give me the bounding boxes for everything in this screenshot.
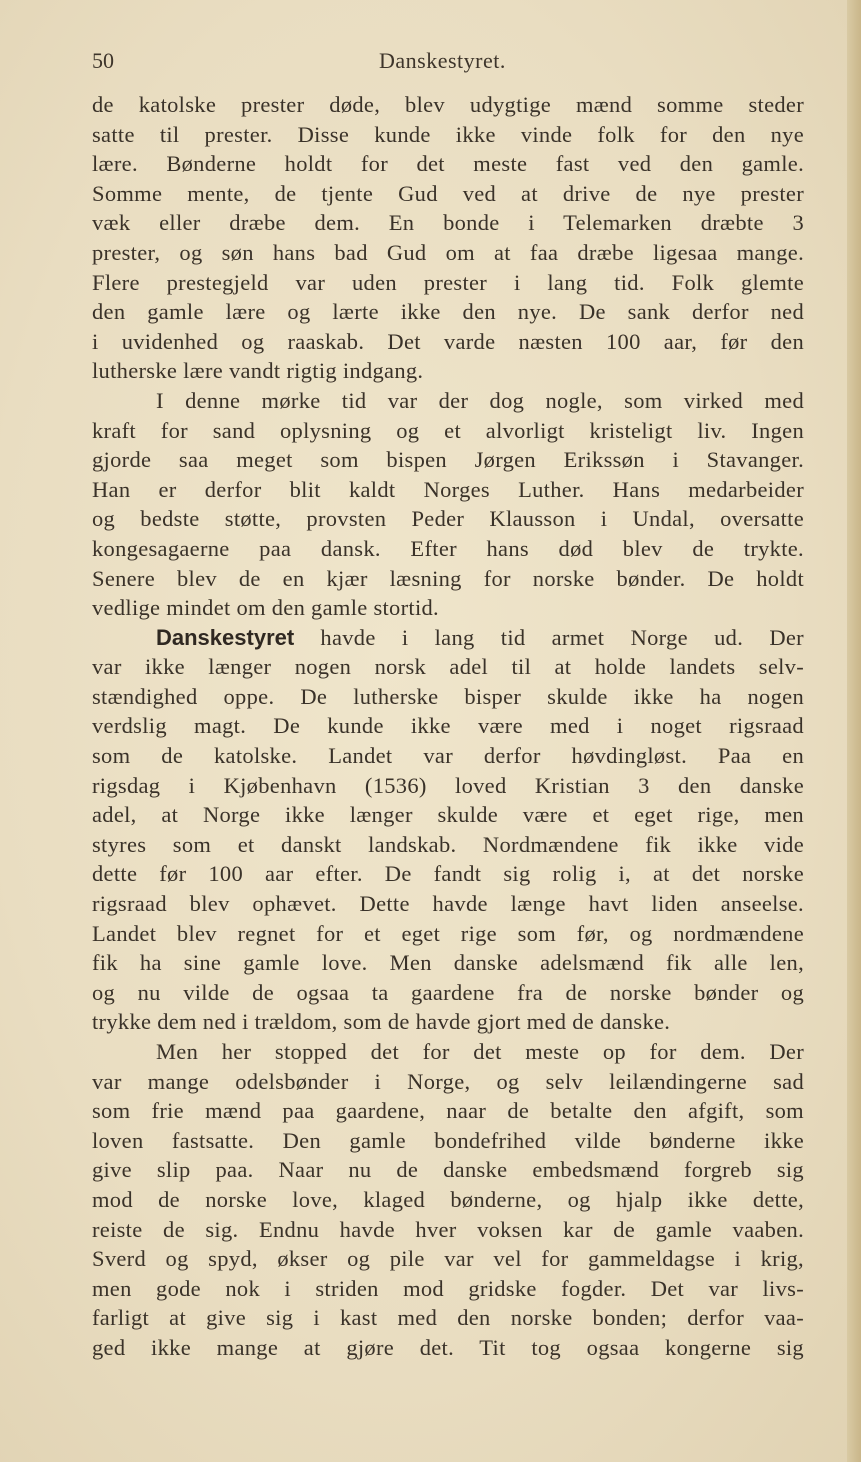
text-line: verdslig magt. De kunde ikke være med i noget rigsraad xyxy=(92,713,804,739)
running-title: Danskestyret. xyxy=(379,48,506,73)
paragraph xyxy=(92,386,804,623)
text-line: reiste de sig. Endnu havde hver voksen kar de gamle vaaben. xyxy=(92,1216,804,1242)
text-line: var ikke længer nogen norsk adel til at holde landets selv- xyxy=(92,654,804,680)
text-line: vedlige mindet om den gamle stortid. xyxy=(92,595,439,621)
text-line: Flere prestegjeld var uden prester i lang tid. Folk glemte xyxy=(92,269,804,295)
text-line: Sverd og spyd, økser og pile var vel for gammeldagse i krig, xyxy=(92,1246,804,1272)
text-line: Han er derfor blit kaldt Norges Luther. Hans medarbeider xyxy=(92,476,804,502)
text-line: væk eller dræbe dem. En bonde i Telemarken dræbte 3 xyxy=(92,210,804,236)
text-line xyxy=(92,623,804,653)
text-line: ged ikke mange at gjøre det. Tit tog ogsaa kongerne sig xyxy=(92,1334,804,1360)
text-line: og nu vilde de ogsaa ta gaardene fra de norske bønder og xyxy=(92,979,804,1005)
section-heading: Danskestyret xyxy=(156,624,295,650)
text-line: i uvidenhed og raaskab. Det varde næsten 100 aar, før den xyxy=(92,328,804,354)
text-line: som frie mænd paa gaardene, naar de betalte den afgift, som xyxy=(92,1098,804,1124)
text-line: Senere blev de en kjær læsning for norske bønder. De holdt xyxy=(92,565,804,591)
text-line: gjorde saa meget som bispen Jørgen Erikssøn i Stavanger. xyxy=(92,447,804,473)
text-line: I denne mørke tid var der dog nogle, som virked med xyxy=(156,387,804,413)
paragraph xyxy=(92,623,804,1037)
text-line: mod de norske love, klaged bønderne, og hjalp ikke dette, xyxy=(92,1186,804,1212)
text-line: Men her stopped det for det meste op for dem. Der xyxy=(156,1039,804,1064)
text-line: trykke dem ned i trældom, som de havde gjort med de danske. xyxy=(92,1009,671,1035)
text-line: Somme mente, de tjente Gud ved at drive de nye prester xyxy=(92,180,804,206)
text-line: rigsraad blev ophævet. Dette havde længe havt liden anseelse. xyxy=(92,891,804,917)
text-line: den gamle lære og lærte ikke den nye. De sank derfor ned xyxy=(92,299,804,325)
text-line: og bedste støtte, provsten Peder Klausson i Undal, oversatte xyxy=(92,506,804,532)
paragraph xyxy=(92,1037,804,1363)
text-line: styres som et danskt landskab. Nordmændene fik ikke vide xyxy=(92,831,804,857)
paragraph xyxy=(92,90,804,386)
body-text xyxy=(92,90,804,1363)
text-line: satte til prester. Disse kunde ikke vinde folk for den nye xyxy=(92,121,804,147)
text-line: rigsdag i Kjøbenhavn (1536) loved Kristian 3 den danske xyxy=(92,772,804,798)
text-line: prester, og søn hans bad Gud om at faa dræbe ligesaa mange. xyxy=(92,239,804,265)
text-line: fik ha sine gamle love. Men danske adelsmænd fik alle len, xyxy=(92,950,804,976)
page-number: 50 xyxy=(92,48,114,73)
text-line: som de katolske. Landet var derfor høvdingløst. Paa en xyxy=(92,743,804,769)
page-header xyxy=(92,44,804,78)
text-line: Landet blev regnet for et eget rige som før, og nordmændene xyxy=(92,920,804,946)
text-line: men gode nok i striden mod gridske fogder. Det var livs- xyxy=(92,1275,804,1301)
text-line: lutherske lære vandt rigtig indgang. xyxy=(92,358,424,384)
page-edge xyxy=(847,0,861,1462)
text-line: farligt at give sig i kast med den norske bonden; derfor vaa- xyxy=(92,1305,804,1331)
text-line: var mange odelsbønder i Norge, og selv leilændingerne sad xyxy=(92,1068,804,1094)
text-line: loven fastsatte. Den gamle bondefrihed vilde bønderne ikke xyxy=(92,1127,804,1153)
text-line: dette før 100 aar efter. De fandt sig rolig i, at det norske xyxy=(92,861,804,887)
text-line: stændighed oppe. De lutherske bisper skulde ikke ha nogen xyxy=(92,683,804,709)
text-run: havde i lang tid armet Norge ud. Der xyxy=(320,624,804,650)
text-line: de katolske prester døde, blev udygtige mænd somme steder xyxy=(92,92,804,117)
text-line: kongesagaerne paa dansk. Efter hans død blev de trykte. xyxy=(92,535,804,561)
text-line: kraft for sand oplysning og et alvorligt kristeligt liv. Ingen xyxy=(92,417,804,443)
text-line: lære. Bønderne holdt for det meste fast ved den gamle. xyxy=(92,151,804,177)
text-line: adel, at Norge ikke længer skulde være et eget rige, men xyxy=(92,802,804,828)
text-line: give slip paa. Naar nu de danske embedsmænd forgreb sig xyxy=(92,1157,804,1183)
